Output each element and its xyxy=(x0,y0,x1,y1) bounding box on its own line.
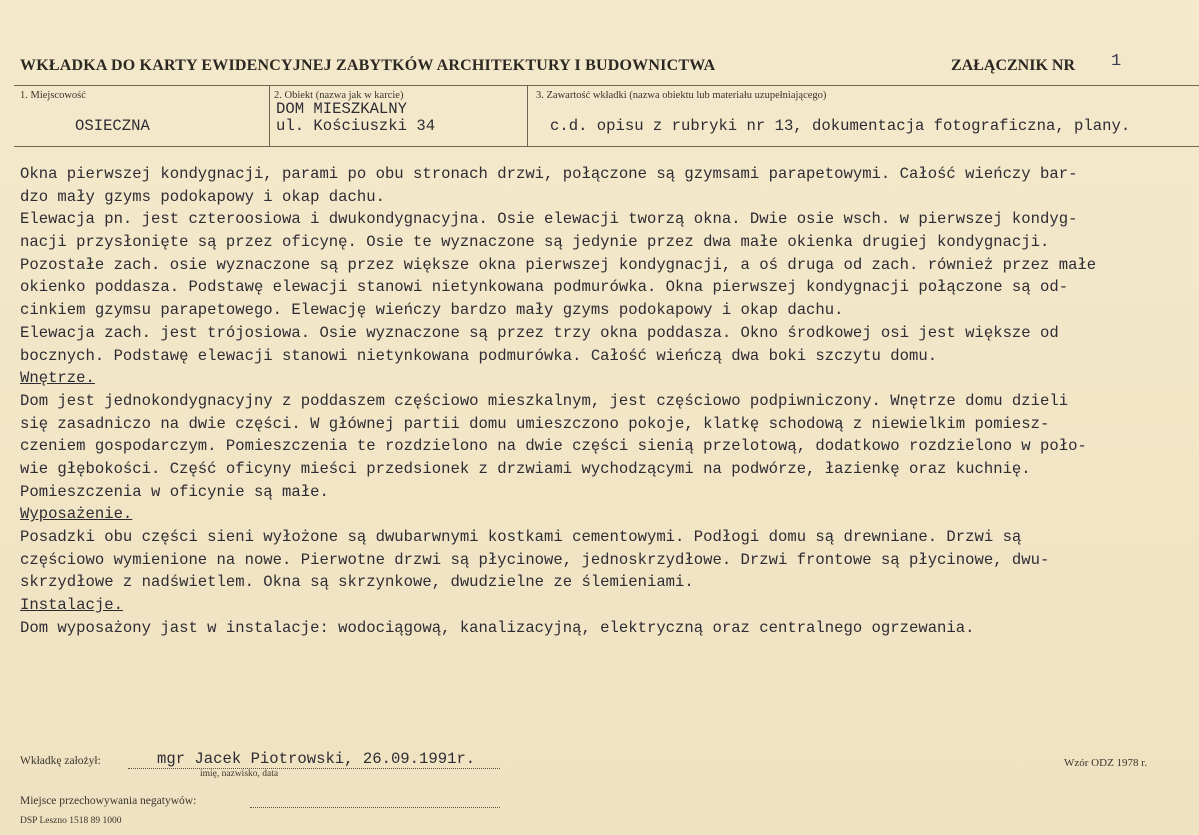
text-line: wie głębokości. Część oficyny mieści przedsionek z drzwiami wychodzącymi na podwórze, łazienkę oraz kuchnię. xyxy=(20,459,1031,478)
form-model-label: Wzór ODZ 1978 r. xyxy=(1064,757,1148,769)
annex-number: 1 xyxy=(1111,52,1122,71)
field-divider-1 xyxy=(269,85,270,147)
author-caption: imię, nazwisko, data xyxy=(200,769,279,779)
text-line: Pomieszczenia w oficynie są małe. xyxy=(20,482,329,501)
description-body xyxy=(20,163,1190,639)
object-value-line1: DOM MIESZKALNY xyxy=(276,100,408,118)
text-line: Dom jest jednokondygnacyjny z poddaszem częściowo mieszkalnym, jest częściowo podpiwniczony. Wnętrze domu dzieli xyxy=(20,391,1069,410)
object-value-line2: ul. Kościuszki 34 xyxy=(276,117,436,135)
printer-label: DSP Leszno 1518 89 1000 xyxy=(20,816,122,826)
author-label: Wkładkę założył: xyxy=(20,755,101,767)
header-rule-bottom xyxy=(14,146,1199,147)
text-line: czeniem gospodarczym. Pomieszczenia te rozdzielono na dwie części sienią przelotową, dodatkowo rozdzielono w poło- xyxy=(20,437,1087,456)
text-line: nacji przysłonięte są przez oficynę. Osie te wyznaczone są jedynie przez dwa małe okienka drugiej kondygnacji. xyxy=(20,233,1050,252)
annex-label: ZAŁĄCZNIK NR xyxy=(951,57,1076,74)
negatives-dotted-line xyxy=(250,807,500,808)
text-line: cinkiem gzymsu parapetowego. Elewację wieńczy bardzo mały gzyms podokapowy i okap dachu. xyxy=(20,301,844,320)
text-line: Elewacja pn. jest czteroosiowa i dwukondygnacyjna. Osie elewacji tworzą okna. Dwie osie wsch. w pierwszej kondyg- xyxy=(20,210,1078,229)
author-dotted-line xyxy=(128,768,500,769)
text-line: Pozostałe zach. osie wyznaczone są przez większe okna pierwszej kondygnacji, a oś druga od zach. również przez małe xyxy=(20,255,1097,274)
locality-label: 1. Miejscowość xyxy=(20,90,86,101)
negatives-label: Miejsce przechowywania negatywów: xyxy=(20,795,197,807)
contents-label: 3. Zawartość wkładki (nazwa obiektu lub materiału uzupełniającego) xyxy=(536,90,827,101)
section-heading-interior: Wnętrze. xyxy=(20,369,95,388)
text-line: Okna pierwszej kondygnacji, parami po obu stronach drzwi, połączone są gzymsami parapetowymi. Całość wieńczy bar- xyxy=(20,165,1078,183)
author-value: mgr Jacek Piotrowski, 26.09.1991r. xyxy=(157,750,476,768)
section-heading-installations: Instalacje. xyxy=(20,596,123,615)
header-rule-top xyxy=(14,85,1199,86)
text-line: się zasadniczo na dwie części. W głównej partii domu umieszczono pokoje, klatkę schodową z niewielkim pomiesz- xyxy=(20,414,1050,433)
text-line: Dom wyposażony jast w instalacje: wodociągową, kanalizacyjną, elektryczną oraz centralnego ogrzewania. xyxy=(20,618,975,637)
text-line: skrzydłowe z nadświetlem. Okna są skrzynkowe, dwudzielne ze ślemieniami. xyxy=(20,573,694,592)
contents-value: c.d. opisu z rubryki nr 13, dokumentacja fotograficzna, plany. xyxy=(550,117,1131,135)
document-title: WKŁADKA DO KARTY EWIDENCYJNEJ ZABYTKÓW ARCHITEKTURY I BUDOWNICTWA xyxy=(20,57,716,74)
field-divider-2 xyxy=(527,85,528,147)
text-line: dzo mały gzyms podokapowy i okap dachu. xyxy=(20,187,385,206)
text-line: Posadzki obu części sieni wyłożone są dwubarwnymi kostkami cementowymi. Podłogi domu są drewniane. Drzwi są xyxy=(20,528,1022,546)
text-line: bocznych. Podstawę elewacji stanowi nietynkowana podmurówka. Całość wieńczą dwa boki szczytu domu. xyxy=(20,346,938,365)
text-line: Elewacja zach. jest trójosiowa. Osie wyznaczone są przez trzy okna poddasza. Okno środkowej osi jest większe od xyxy=(20,323,1059,342)
text-line: częściowo wymienione na nowe. Pierwotne drzwi są płycinowe, jednoskrzydłowe. Drzwi frontowe są płycinowe, dwu- xyxy=(20,550,1050,569)
section-heading-equipment: Wyposażenie. xyxy=(20,505,133,524)
locality-value: OSIECZNA xyxy=(75,117,150,135)
object-label: 2. Obiekt (nazwa jak w karcie) xyxy=(274,90,404,101)
text-line: okienko poddasza. Podstawę elewacji stanowi nietynkowana podmurówka. Okna pierwszej kondygnacji połączone są od- xyxy=(20,278,1069,297)
